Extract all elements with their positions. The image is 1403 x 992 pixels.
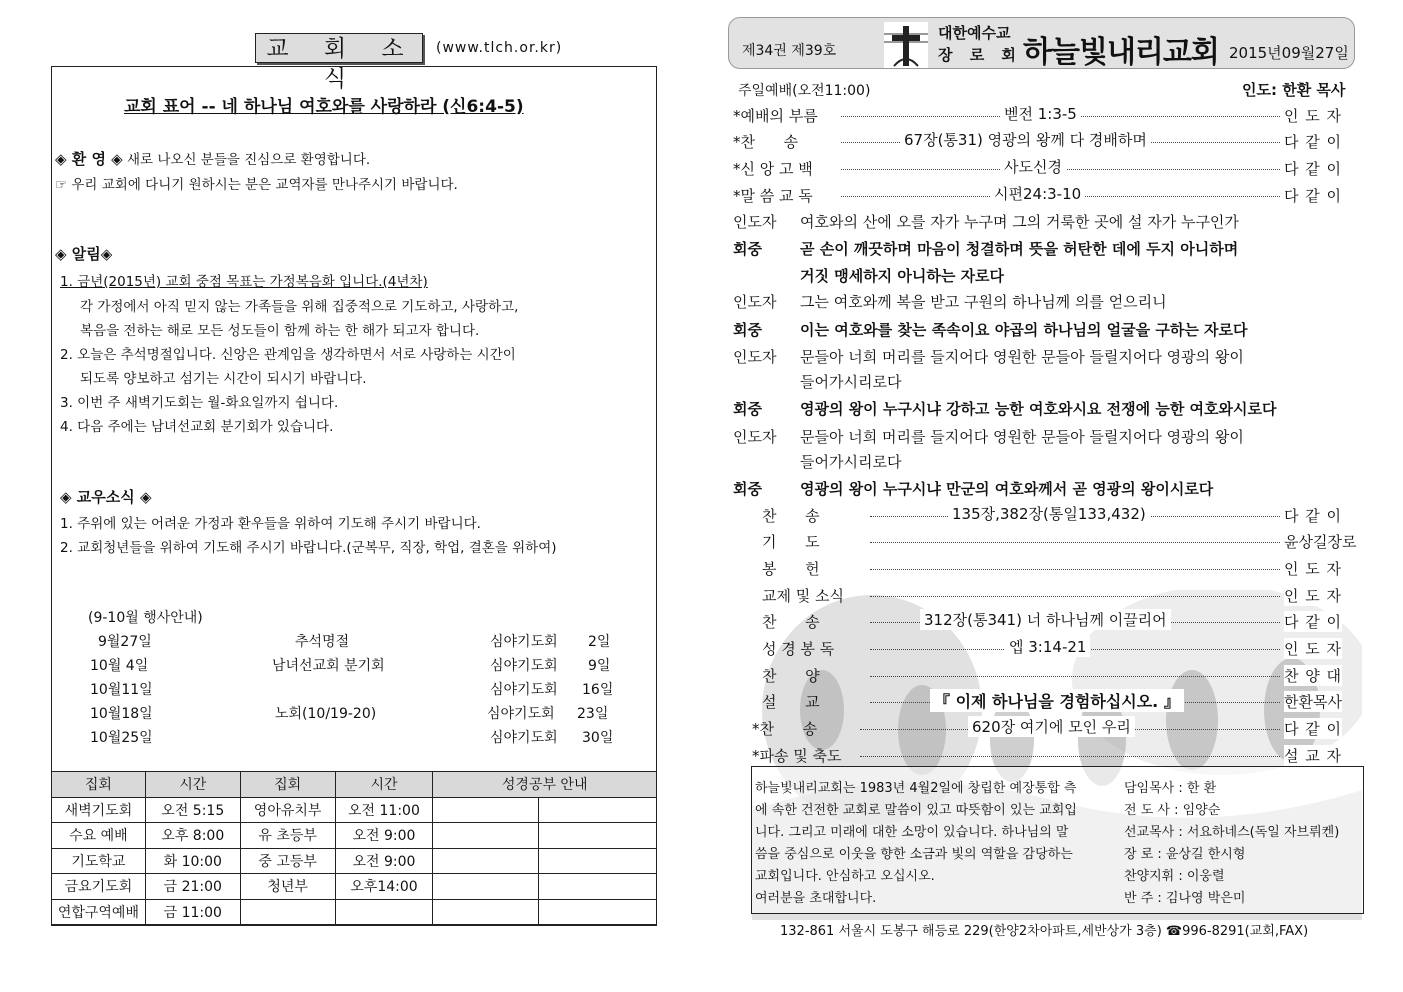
schedule-date: 10월11일 bbox=[90, 682, 153, 698]
table-cell bbox=[433, 823, 539, 849]
notice-item: 3. 이번 주 새벽기도회는 월-화요일까지 쉽니다. bbox=[60, 395, 339, 411]
schedule-date: 10월 4일 bbox=[90, 658, 149, 674]
responsive-role: 회중 bbox=[733, 400, 762, 418]
bulletin-news-title: 교 회 소 식 bbox=[255, 33, 423, 63]
table-cell: 금 21:00 bbox=[145, 874, 240, 900]
responsive-text: 거짓 맹세하지 아니하는 자로다 bbox=[800, 267, 1005, 285]
table-cell bbox=[433, 797, 539, 823]
responsive-text: 문들아 너희 머리를 들지어다 영원한 문들아 들릴지어다 영광의 왕이 bbox=[800, 348, 1244, 366]
table-cell bbox=[539, 823, 657, 849]
welcome-section bbox=[55, 148, 370, 169]
dotted-leader bbox=[870, 596, 1280, 597]
order-content: 사도신경 bbox=[1000, 156, 1066, 177]
notice-item: 1. 금년(2015년) 교회 중점 목표는 가정복음화 입니다.(4년차) bbox=[60, 274, 428, 290]
table-cell: 중 고등부 bbox=[240, 848, 335, 874]
order-content: 135장,382장(통일133,432) bbox=[948, 503, 1150, 524]
intro-line: 교회입니다. 안심하고 오십시오. bbox=[755, 869, 935, 884]
table-cell: 영아유치부 bbox=[240, 797, 335, 823]
church-website[interactable]: (www.tlch.or.kr) bbox=[436, 40, 563, 56]
table-cell bbox=[433, 848, 539, 874]
schedule-prayer: 심야기도회 bbox=[490, 682, 558, 698]
table-header: 시간 bbox=[335, 772, 433, 798]
responsive-text: 여호와의 산에 오를 자가 누구며 그의 거룩한 곳에 설 자가 누구인가 bbox=[800, 213, 1239, 231]
table-header: 집회 bbox=[52, 772, 146, 798]
table-cell bbox=[539, 899, 657, 925]
table-header: 시간 bbox=[145, 772, 240, 798]
intro-line: 에 속한 건전한 교회로 말씀이 있고 따뜻함이 있는 교회입 bbox=[755, 803, 1077, 818]
responsive-text: 영광의 왕이 누구시냐 강하고 능한 여호와시요 전쟁에 능한 여호와시로다 bbox=[800, 400, 1277, 418]
order-leader: 다 같 이 bbox=[1284, 133, 1343, 151]
friends-heading: ◈ 교우소식 ◈ bbox=[60, 488, 152, 506]
order-label: 성 경 봉 독 bbox=[762, 640, 835, 658]
table-cell: 오전 9:00 bbox=[335, 848, 433, 874]
church-address: 132-861 서울시 도봉구 해등로 229(한양2차아파트,세반상가 3층) ☎996-8291(교회,FAX) bbox=[780, 924, 1309, 939]
table-cell: 연합구역예배 bbox=[52, 899, 146, 925]
responsive-text: 영광의 왕이 누구시냐 만군의 여호와께서 곧 영광의 왕이시로다 bbox=[800, 480, 1214, 498]
staff-line: 반 주 : 김나영 박은미 bbox=[1124, 891, 1246, 906]
order-leader: 다 같 이 bbox=[1284, 187, 1343, 205]
responsive-text: 들어가시리로다 bbox=[800, 373, 902, 391]
dotted-leader bbox=[860, 756, 1280, 757]
table-cell: 청년부 bbox=[240, 874, 335, 900]
schedule-event: 노회(10/19-20) bbox=[275, 706, 377, 722]
order-label: 교제 및 소식 bbox=[762, 587, 844, 605]
order-leader: 인 도 자 bbox=[1284, 640, 1343, 658]
intro-line: 니다. 그리고 미래에 대한 소망이 있습니다. 하나님의 말 bbox=[755, 825, 1069, 840]
table-header: 성경공부 안내 bbox=[433, 772, 657, 798]
notice-item: 각 가정에서 아직 믿지 않는 가족들을 위해 집중적으로 기도하고, 사랑하고, bbox=[80, 299, 519, 315]
schedule-count: 30일 bbox=[582, 730, 614, 746]
table-cell: 기도학교 bbox=[52, 848, 146, 874]
order-label: 기 도 bbox=[762, 533, 820, 551]
responsive-text: 이는 여호와를 찾는 족속이요 야곱의 하나님의 얼굴을 구하는 자로다 bbox=[800, 321, 1248, 339]
responsive-text: 곧 손이 깨끗하며 마음이 청결하며 뜻을 허탄한 데에 두지 아니하며 bbox=[800, 240, 1239, 258]
order-content: 312장(통341) 너 하나님께 이끌리어 bbox=[920, 609, 1171, 630]
order-label: 찬 송 bbox=[762, 613, 820, 631]
order-label: *파송 및 축도 bbox=[752, 747, 842, 765]
table-cell bbox=[433, 874, 539, 900]
order-leader: 한환목사 bbox=[1284, 693, 1342, 711]
schedule-prayer: 심야기도회 bbox=[490, 730, 558, 746]
staff-line: 전 도 사 : 임양순 bbox=[1124, 803, 1221, 818]
order-content: 벧전 1:3-5 bbox=[1000, 103, 1081, 124]
service-title: 주일예배(오전11:00) bbox=[738, 83, 871, 99]
notice-heading: ◈ 알림◈ bbox=[55, 245, 113, 263]
welcome-note: ☞ 우리 교회에 다니기 원하시는 분은 교역자를 만나주시기 바랍니다. bbox=[55, 177, 458, 193]
table-cell bbox=[433, 899, 539, 925]
schedule-prayer: 심야기도회 bbox=[487, 706, 555, 722]
notice-item: 복음을 전하는 해로 모든 성도들이 함께 하는 한 해가 되고자 합니다. bbox=[80, 323, 480, 339]
table-cell: 금 11:00 bbox=[145, 899, 240, 925]
table-cell bbox=[539, 797, 657, 823]
notice-item: 되도록 양보하고 섬기는 시간이 되시기 바랍니다. bbox=[80, 371, 367, 387]
responsive-role: 인도자 bbox=[733, 428, 777, 446]
order-leader: 다 같 이 bbox=[1284, 613, 1343, 631]
table-cell: 오후 8:00 bbox=[145, 823, 240, 849]
schedule-date: 10월18일 bbox=[90, 706, 153, 722]
table-header: 집회 bbox=[240, 772, 335, 798]
table-cell: 금요기도회 bbox=[52, 874, 146, 900]
order-label: *찬 송 bbox=[752, 720, 818, 738]
table-cell: 화 10:00 bbox=[145, 848, 240, 874]
order-leader: 인 도 자 bbox=[1284, 560, 1343, 578]
cross-logo-icon bbox=[884, 22, 928, 68]
schedule-event: 남녀선교회 분기회 bbox=[272, 658, 385, 674]
welcome-heading: ◈ 환 영 ◈ bbox=[55, 150, 123, 168]
schedule-count: 16일 bbox=[582, 682, 614, 698]
church-name: 하늘빛내리교회 bbox=[1023, 35, 1219, 70]
service-leader: 인도: 한환 목사 bbox=[1242, 81, 1346, 99]
denomination: 대한예수교 bbox=[938, 24, 1011, 42]
responsive-role: 인도자 bbox=[733, 293, 777, 311]
staff-line: 담임목사 : 한 환 bbox=[1124, 781, 1217, 796]
responsive-text: 들어가시리로다 bbox=[800, 453, 902, 471]
intro-line: 여러분을 초대합니다. bbox=[755, 891, 877, 906]
responsive-role: 인도자 bbox=[733, 213, 777, 231]
denomination-presbyterian: 장 로 회 bbox=[938, 46, 1022, 64]
schedule-date: 9월27일 bbox=[98, 634, 152, 650]
church-motto: 교회 표어 -- 네 하나님 여호와를 사랑하라 (신6:4-5) bbox=[124, 97, 524, 117]
staff-line: 선교목사 : 서요하네스(독일 자브뤼켄) bbox=[1124, 825, 1340, 840]
schedule-count: 2일 bbox=[588, 634, 611, 650]
table-cell bbox=[335, 899, 433, 925]
order-leader: 인 도 자 bbox=[1284, 587, 1343, 605]
intro-line: 하늘빛내리교회는 1983년 4월2일에 창립한 예장통합 측 bbox=[755, 781, 1077, 796]
order-content: 620장 여기에 모인 우리 bbox=[968, 716, 1135, 737]
responsive-role: 회중 bbox=[733, 480, 762, 498]
schedule-event: 추석명절 bbox=[295, 634, 350, 650]
responsive-text: 그는 여호와께 복을 받고 구원의 하나님께 의를 얻으리니 bbox=[800, 293, 1167, 311]
schedule-prayer: 심야기도회 bbox=[490, 634, 558, 650]
table-row bbox=[52, 874, 657, 900]
table-cell bbox=[539, 848, 657, 874]
table-cell bbox=[240, 899, 335, 925]
order-leader: 다 같 이 bbox=[1284, 507, 1343, 525]
dotted-leader bbox=[870, 542, 1280, 543]
friends-item: 2. 교회청년들을 위하여 기도해 주시기 바랍니다.(군복무, 직장, 학업, 결혼을 위하여) bbox=[60, 540, 557, 556]
bulletin-date: 2015년09월27일 bbox=[1229, 44, 1349, 62]
order-leader: 인 도 자 bbox=[1284, 107, 1343, 125]
volume-number: 제34권 제39호 bbox=[742, 43, 837, 59]
staff-line: 장 로 : 윤상길 한시형 bbox=[1124, 847, 1246, 862]
order-leader: 설 교 자 bbox=[1284, 747, 1343, 765]
dotted-leader bbox=[870, 569, 1280, 570]
table-row bbox=[52, 899, 657, 925]
schedule-date: 10월25일 bbox=[90, 730, 153, 746]
table-cell: 오전 5:15 bbox=[145, 797, 240, 823]
order-label: *신 앙 고 백 bbox=[733, 160, 813, 178]
table-cell: 오전 9:00 bbox=[335, 823, 433, 849]
schedule-prayer: 심야기도회 bbox=[490, 658, 558, 674]
dotted-leader bbox=[870, 676, 1280, 677]
notice-item: 4. 다음 주에는 남녀선교회 분기회가 있습니다. bbox=[60, 419, 334, 435]
table-cell: 오후14:00 bbox=[335, 874, 433, 900]
staff-line: 찬양지휘 : 이웅렬 bbox=[1124, 869, 1225, 884]
table-cell: 오전 11:00 bbox=[335, 797, 433, 823]
order-label: *말 씀 교 독 bbox=[733, 187, 813, 205]
table-cell: 수요 예배 bbox=[52, 823, 146, 849]
intro-line: 씀을 중심으로 이웃을 향한 소금과 빛의 역할을 감당하는 bbox=[755, 847, 1073, 862]
service-times-table bbox=[51, 771, 657, 925]
table-header-row bbox=[52, 772, 657, 798]
responsive-role: 회중 bbox=[733, 240, 762, 258]
table-row bbox=[52, 848, 657, 874]
order-label: *찬 송 bbox=[733, 133, 799, 151]
order-content: 67장(통31) 영광의 왕께 다 경배하며 bbox=[900, 129, 1151, 150]
welcome-text: 새로 나오신 분들을 진심으로 환영합니다. bbox=[122, 152, 371, 168]
order-label: 봉 헌 bbox=[762, 560, 820, 578]
responsive-role: 회중 bbox=[733, 321, 762, 339]
notice-item: 2. 오늘은 추석명절입니다. 신앙은 관계임을 생각하면서 서로 사랑하는 시간이 bbox=[60, 347, 516, 363]
order-leader: 윤상길장로 bbox=[1284, 533, 1357, 551]
friends-item: 1. 주위에 있는 어려운 가정과 환우들을 위하여 기도해 주시기 바랍니다. bbox=[60, 516, 481, 532]
table-row bbox=[52, 797, 657, 823]
order-content: 『 이제 하나님을 경험하십시오. 』 bbox=[930, 689, 1184, 712]
order-leader: 찬 양 대 bbox=[1284, 667, 1343, 685]
order-label: 찬 양 bbox=[762, 667, 820, 685]
responsive-text: 문들아 너희 머리를 들지어다 영원한 문들아 들릴지어다 영광의 왕이 bbox=[800, 428, 1244, 446]
order-leader: 다 같 이 bbox=[1284, 160, 1343, 178]
order-content: 엡 3:14-21 bbox=[1005, 636, 1090, 657]
table-cell: 유 초등부 bbox=[240, 823, 335, 849]
order-content: 시편24:3-10 bbox=[990, 183, 1085, 204]
schedule-heading: (9-10월 행사안내) bbox=[88, 610, 203, 626]
table-cell bbox=[539, 874, 657, 900]
table-cell: 새벽기도회 bbox=[52, 797, 146, 823]
table-row bbox=[52, 823, 657, 849]
order-leader: 다 같 이 bbox=[1284, 720, 1343, 738]
order-label: 설 교 bbox=[762, 693, 820, 711]
order-label: 찬 송 bbox=[762, 507, 820, 525]
responsive-role: 인도자 bbox=[733, 348, 777, 366]
schedule-count: 9일 bbox=[588, 658, 611, 674]
order-label: *예배의 부름 bbox=[733, 107, 818, 125]
schedule-count: 23일 bbox=[577, 706, 609, 722]
